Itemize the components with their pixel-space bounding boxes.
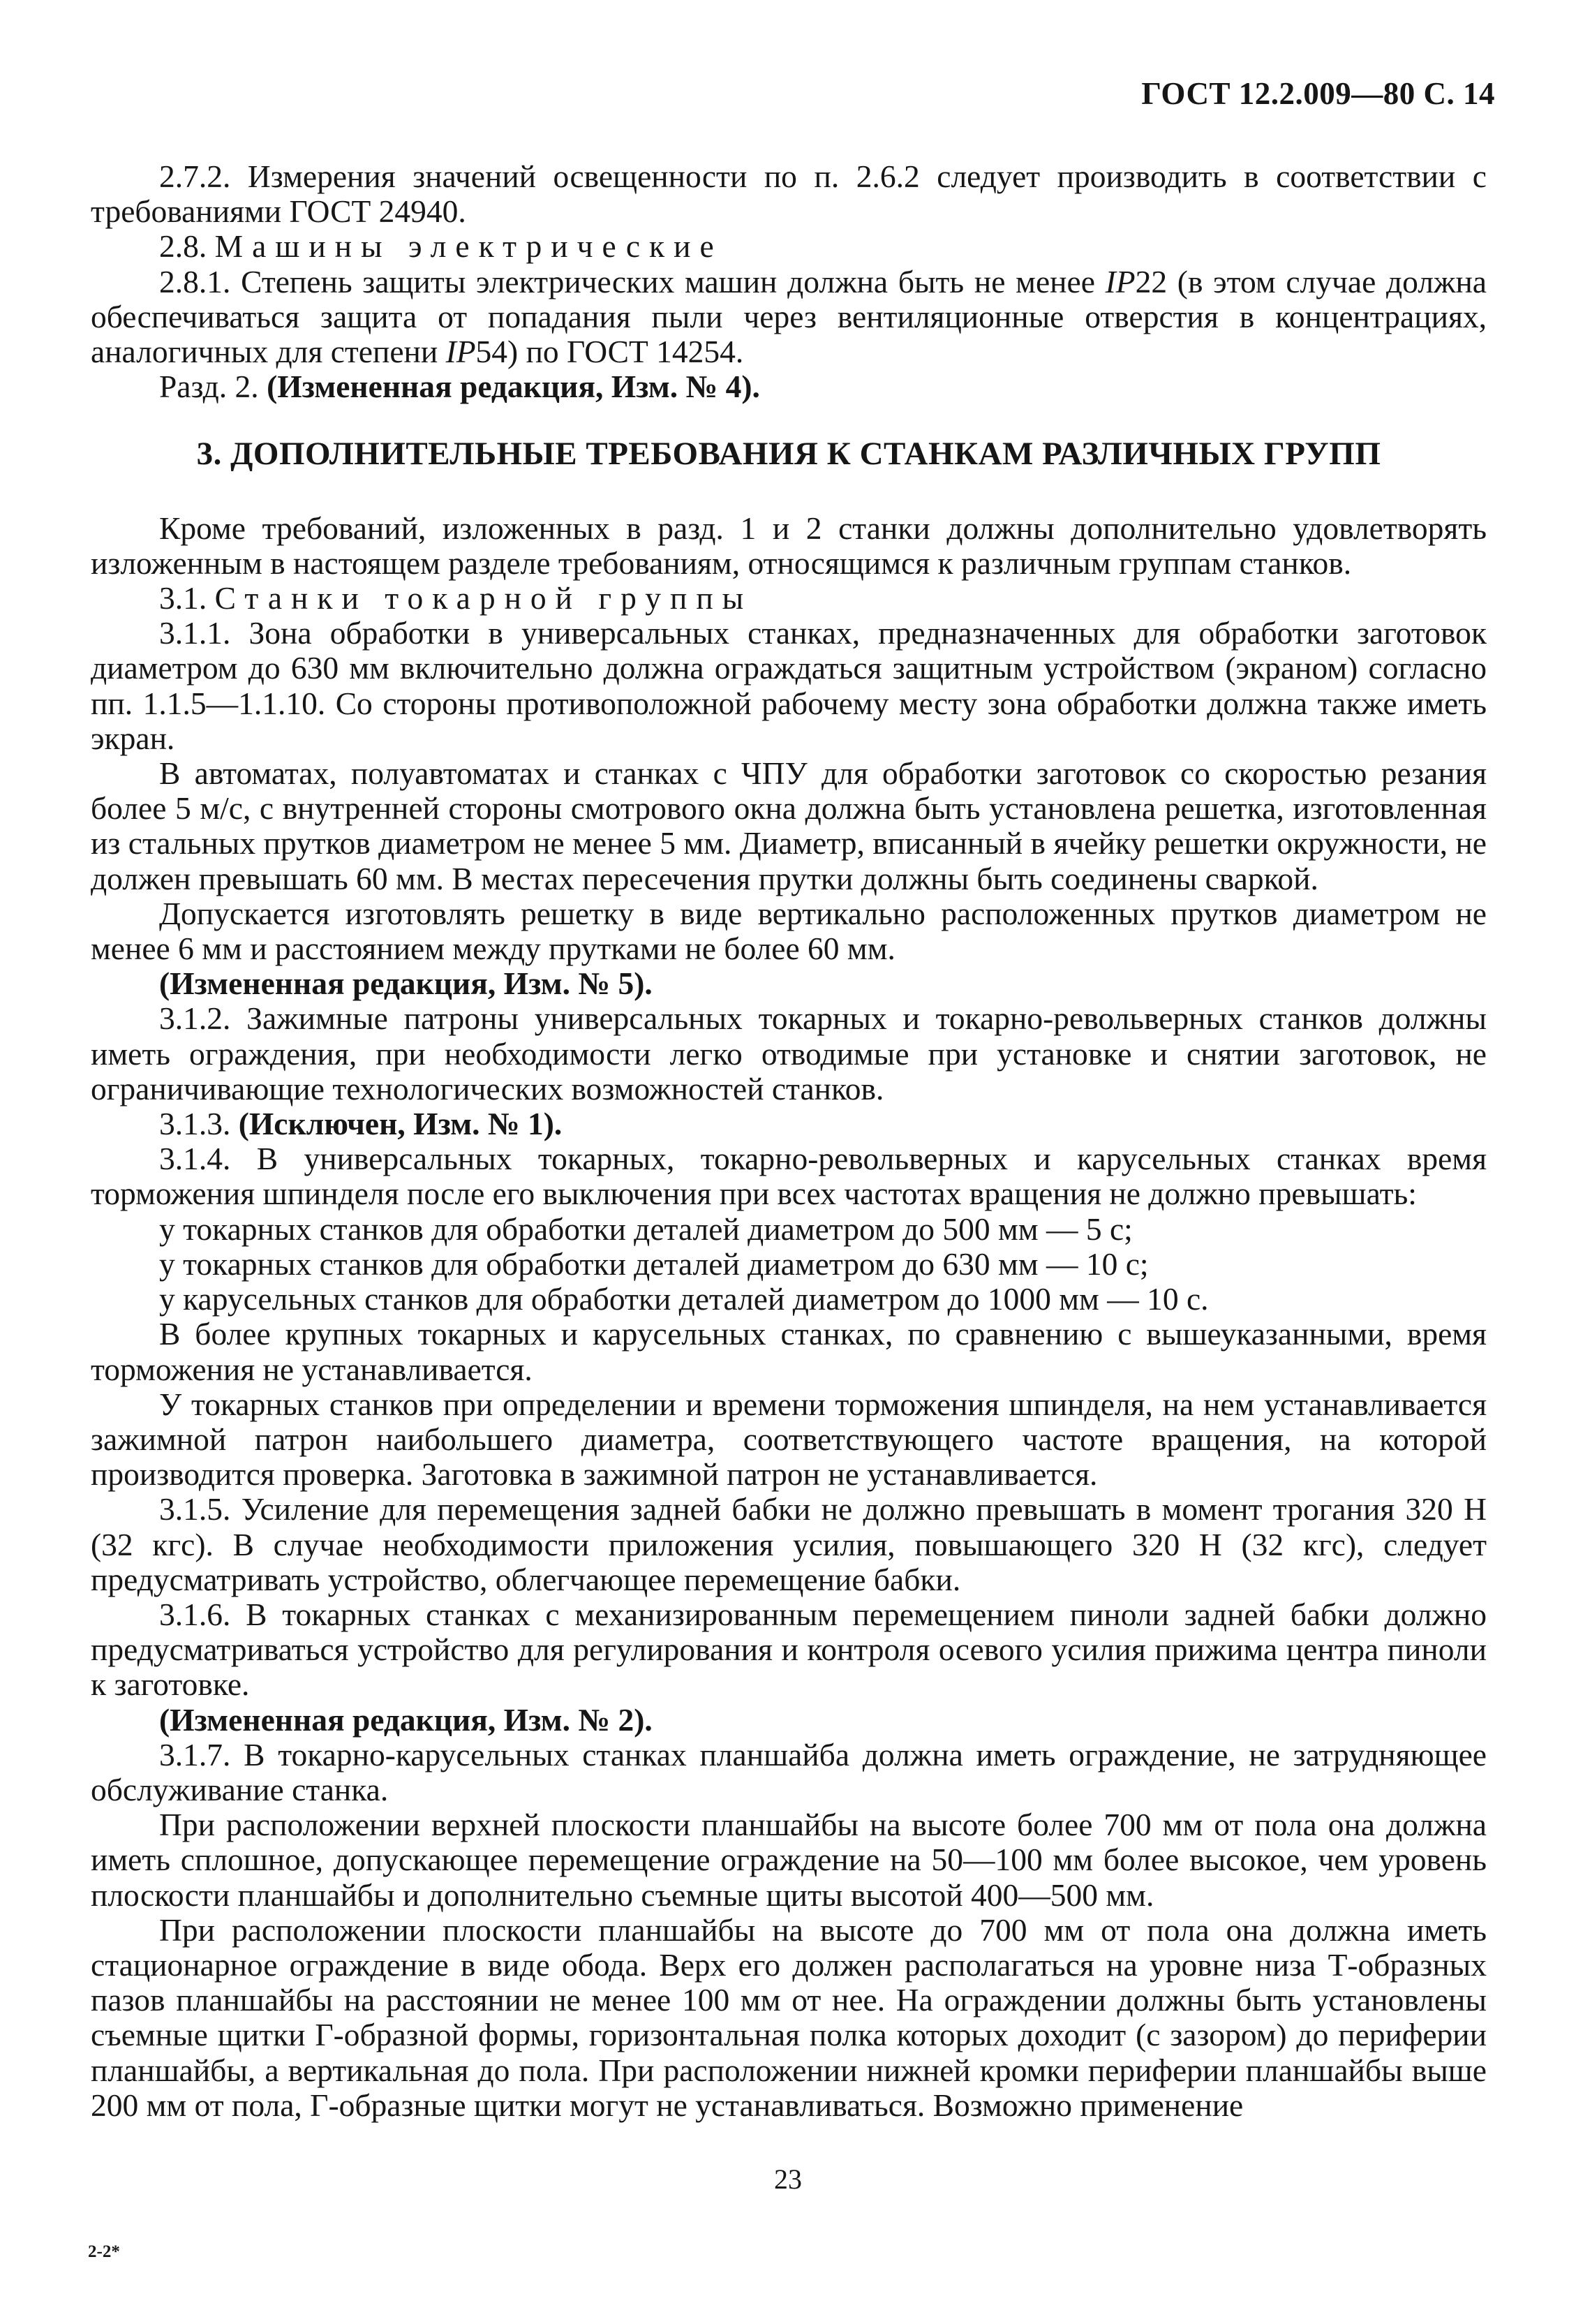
section-title: Станки токарной группы	[214, 580, 753, 616]
paragraph-3-1-5: 3.1.5. Усиление для перемещения задней бабки не должно превышать в момент трогания 320 Н (32 кгс). В случае необходимости приложения усилия, повышающего 320 Н (32 кгс), следует предусматривать устройство, облегчающее перемещение бабки.	[91, 1491, 1487, 1597]
section-3-heading: 3. ДОПОЛНИТЕЛЬНЫЕ ТРЕБОВАНИЯ К СТАНКАМ РАЗЛИЧНЫХ ГРУПП	[196, 436, 1381, 473]
paragraph-2-8-1	[91, 265, 1487, 370]
revision-note-5: (Измененная редакция, Изм. № 5).	[159, 965, 653, 1002]
section-title-2-8	[91, 229, 1487, 264]
paragraph-2-7-2: 2.7.2. Измерения значений освещенности по п. 2.6.2 следует производить в соответствии с требованиями ГОСТ 24940.	[91, 158, 1487, 230]
paragraph-grid: Допускается изготовлять решетку в виде вертикально расположенных прутков диаметром не менее 6 мм и расстоянием между прутками не более 60 мм.	[91, 895, 1487, 967]
section-title: Машины электрические	[214, 228, 723, 265]
paragraph-large-machines: В более крупных токарных и карусельных станках, по сравнению с вышеуказанными, время торможения не устанавливается.	[91, 1316, 1487, 1387]
text-run: 3.1.3.	[159, 1106, 239, 1142]
print-signature: 2-2*	[88, 2242, 120, 2261]
text-run: Разд. 2.	[159, 369, 267, 405]
paragraph-3-intro: Кроме требований, изложенных в разд. 1 и 2 станки должны дополнительно удовлетворять изложенным в настоящем разделе требованиям, относящимся к различным группам станков.	[91, 510, 1487, 581]
page-header: ГОСТ 12.2.009—80 С. 14	[1141, 76, 1495, 111]
paragraph-3-1-1: 3.1.1. Зона обработки в универсальных станках, предназначенных для обработки заготовок диаметром до 630 мм включительно должна ограждаться защитным устройством (экраном) согласно пп. 1.1.5—1.1.10. Со стороны противоположной рабочему месту зона обработки должна также иметь экран.	[91, 615, 1487, 756]
ip-code: IP	[1105, 263, 1136, 299]
paragraph-3-1-2: 3.1.2. Зажимные патроны универсальных токарных и токарно-револьверных станков должны иметь ограждения, при необходимости легко отводимые при установке и снятии заготовок, не ограничивающие технологических возможностей станков.	[91, 1000, 1487, 1107]
paragraph-faceplate-low: При расположении плоскости планшайбы на высоте до 700 мм от пола она должна иметь стационарное ограждение в виде обода. Верх его должен располагаться на уровне низа Т-образных пазов планшайбы на расстоянии не менее 100 мм от нее. На ограждении должны быть установлены съемные щитки Г-образной формы, горизонтальная полка которых доходит (с зазором) до периферии планшайбы, а вертикальная до пола. При расположении нижней кромки периферии планшайбы выше 200 мм от пола, Г-образные щитки могут не устанавливаться. Возможно применение	[91, 1911, 1487, 2123]
text-run: 22 (в этом случае должна обеспечиваться защита от попадания пыли через вентиляционные отверстия в концентрациях, аналогичных для степени	[91, 263, 1487, 370]
list-item: у карусельных станков для обработки деталей диаметром до 1000 мм — 10 с.	[159, 1281, 1209, 1317]
paragraph-3-1-7: 3.1.7. В токарно-карусельных станках планшайба должна иметь ограждение, не затрудняющее обслуживание станка.	[91, 1736, 1487, 1807]
text-run: 2.8.1. Степень защиты электрических машин должна быть не менее	[159, 263, 1106, 299]
paragraph-3-1-6: 3.1.6. В токарных станках с механизированным перемещением пиноли задней бабки должно предусматриваться устройство для регулирования и контроля осевого усилия прижима центра пиноли к заготовке.	[91, 1596, 1487, 1703]
page-number: 23	[774, 2163, 802, 2195]
list-item: у токарных станков для обработки деталей диаметром до 630 мм — 10 с;	[159, 1245, 1149, 1282]
paragraph-3-1-4: 3.1.4. В универсальных токарных, токарно-револьверных и карусельных станках время торможения шпинделя после его выключения при всех частотах вращения не должно превышать:	[91, 1141, 1487, 1212]
section-number: 2.8.	[159, 228, 207, 265]
section-2-revision-note	[91, 369, 1487, 404]
section-title-3-1	[91, 581, 1487, 616]
text-run: 54) по ГОСТ 14254.	[475, 334, 744, 370]
document-body	[91, 159, 1487, 2123]
revision-note: (Исключен, Изм. № 1).	[238, 1106, 563, 1142]
paragraph-3-1-3	[91, 1107, 1487, 1141]
revision-note: (Измененная редакция, Изм. № 4).	[267, 369, 760, 405]
paragraph-braking-test: У токарных станков при определении и времени торможения шпинделя, на нем устанавливается зажимной патрон наибольшего диаметра, соответствующего частоте вращения, на которой производится проверка. Заготовка в зажимной патрон не устанавливается.	[91, 1386, 1487, 1493]
paragraph-faceplate-high: При расположении верхней плоскости планшайбы на высоте более 700 мм от пола она должна иметь сплошное, допускающее перемещение ограждение на 50—100 мм более высокое, чем уровень плоскости планшайбы и дополнительно съемные щиты высотой 400—500 мм.	[91, 1807, 1487, 1913]
paragraph-automats: В автоматах, полуавтоматах и станках с ЧПУ для обработки заготовок со скоростью резания более 5 м/с, с внутренней стороны смотрового окна должна быть установлена решетка, изготовленная из стальных прутков диаметром не менее 5 мм. Диаметр, вписанный в ячейку решетки окружности, не должен превышать 60 мм. В местах пересечения прутки должны быть соединены сваркой.	[91, 755, 1487, 896]
section-number: 3.1.	[159, 580, 207, 616]
ip-code: IP	[445, 334, 476, 370]
revision-note-2: (Измененная редакция, Изм. № 2).	[159, 1701, 653, 1738]
list-item: у токарных станков для обработки деталей диаметром до 500 мм — 5 с;	[159, 1211, 1133, 1247]
